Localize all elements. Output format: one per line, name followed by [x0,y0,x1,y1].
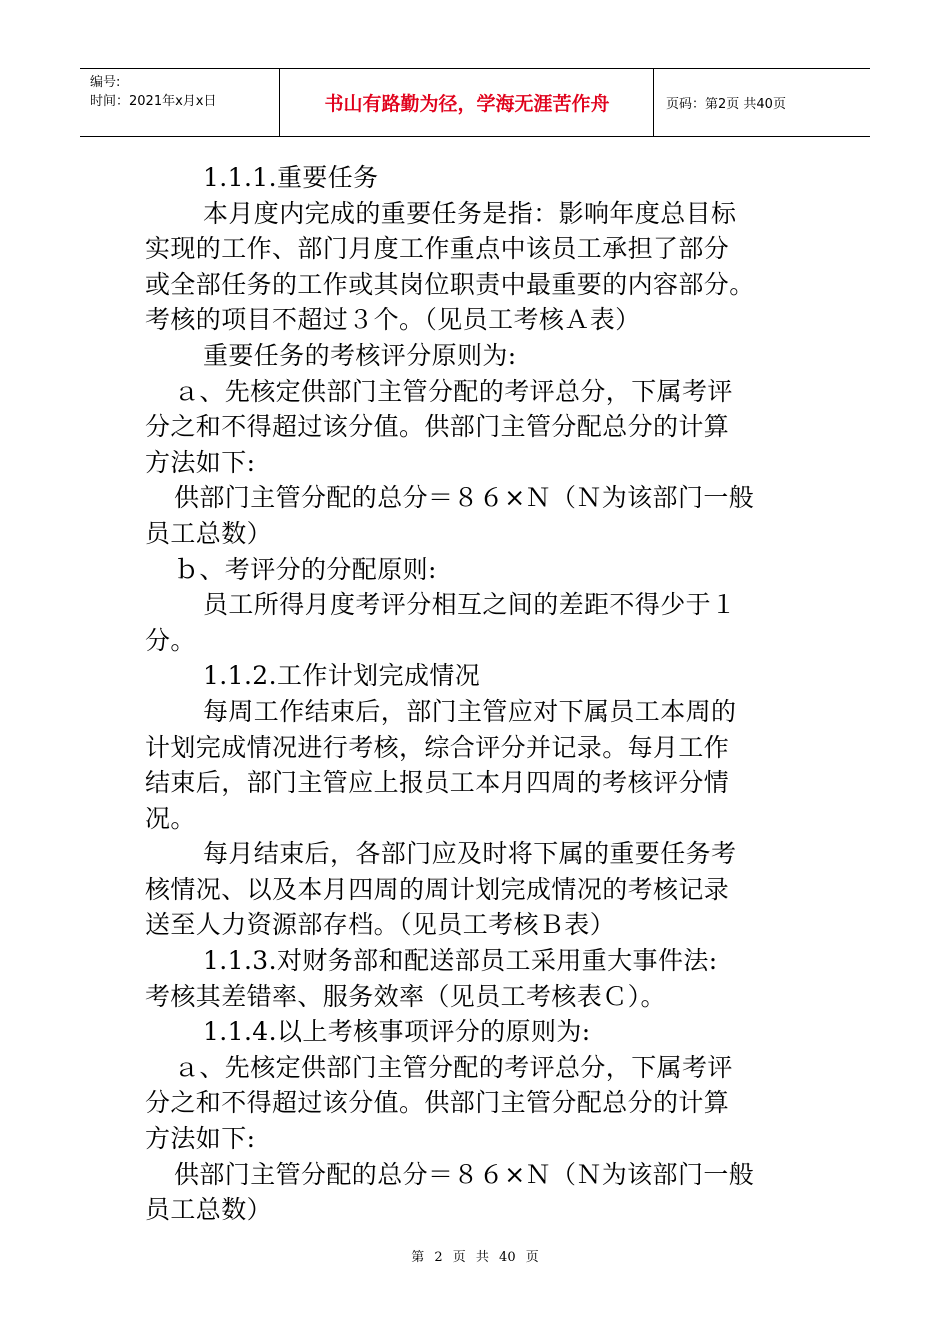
body-text-line: 员工所得月度考评分相互之间的差距不得少于１ [203,590,737,620]
body-text-line: 方法如下: [145,447,256,477]
body-text-line: 考核其差错率、服务效率（见员工考核表Ｃ）。 [145,981,666,1011]
page-header [80,68,870,137]
body-text-line: 1.1.2.工作计划完成情况 [203,661,481,691]
body-text-line: 核情况、以及本月四周的周计划完成情况的考核记录 [145,874,730,904]
body-text-line: 本月度内完成的重要任务是指：影响年度总目标 [203,198,737,228]
body-text-line: 分之和不得超过该分值。供部门主管分配总分的计算 [145,1088,730,1118]
header-page-info-cell [654,69,870,136]
body-text-line: 方法如下: [145,1124,256,1154]
header-page-info: 页码：第2页 共40页 [666,97,786,112]
body-text-line: ａ、先核定供部门主管分配的考评总分，下属考评 [174,376,733,406]
body-text-line: ｂ、考评分的分配原则: [174,554,437,584]
body-text-line: 员工总数） [145,1195,273,1225]
body-text-line: 或全部任务的工作或其岗位职责中最重要的内容部分。 [145,269,755,299]
page-footer: 第 2 页 共 40 页 [411,1250,539,1265]
document-body [145,160,815,1228]
body-text-line: 结束后，部门主管应上报员工本月四周的考核评分情 [145,768,730,798]
header-meta [80,69,280,136]
document-time-label: 时间：2021年x月x日 [90,94,217,109]
body-text-line: 送至人力资源部存档。（见员工考核Ｂ表） [145,910,616,940]
body-text-line: 每月结束后，各部门应及时将下属的重要任务考 [203,839,737,869]
body-text-line: 实现的工作、部门月度工作重点中该员工承担了部分 [145,234,730,264]
header-motto-cell [281,69,654,136]
body-text-line: 供部门主管分配的总分＝８６×Ｎ（Ｎ为该部门一般 [174,483,755,513]
body-text-line: 1.1.4.以上考核事项评分的原则为: [203,1017,591,1047]
body-text-line: 员工总数） [145,518,273,548]
body-text-line: 计划完成情况进行考核，综合评分并记录。每月工作 [145,732,730,762]
body-text-line: 分。 [145,625,196,655]
body-text-line: 供部门主管分配的总分＝８６×Ｎ（Ｎ为该部门一般 [174,1159,755,1189]
body-text-line: 1.1.3.对财务部和配送部员工采用重大事件法: [203,946,718,976]
body-text-line: 每周工作结束后，部门主管应对下属员工本周的 [203,696,737,726]
body-text-line: 况。 [145,803,196,833]
body-text-line: ａ、先核定供部门主管分配的考评总分，下属考评 [174,1052,733,1082]
body-text-line: 考核的项目不超过３个。（见员工考核Ａ表） [145,305,641,335]
document-number-label: 编号: [90,75,121,90]
header-motto: 书山有路勤为径，学海无涯苦作舟 [324,93,610,115]
body-text-line: 分之和不得超过该分值。供部门主管分配总分的计算 [145,412,730,442]
body-text-line: 重要任务的考核评分原则为: [203,340,517,370]
body-text-line: 1.1.1.重要任务 [203,163,379,192]
